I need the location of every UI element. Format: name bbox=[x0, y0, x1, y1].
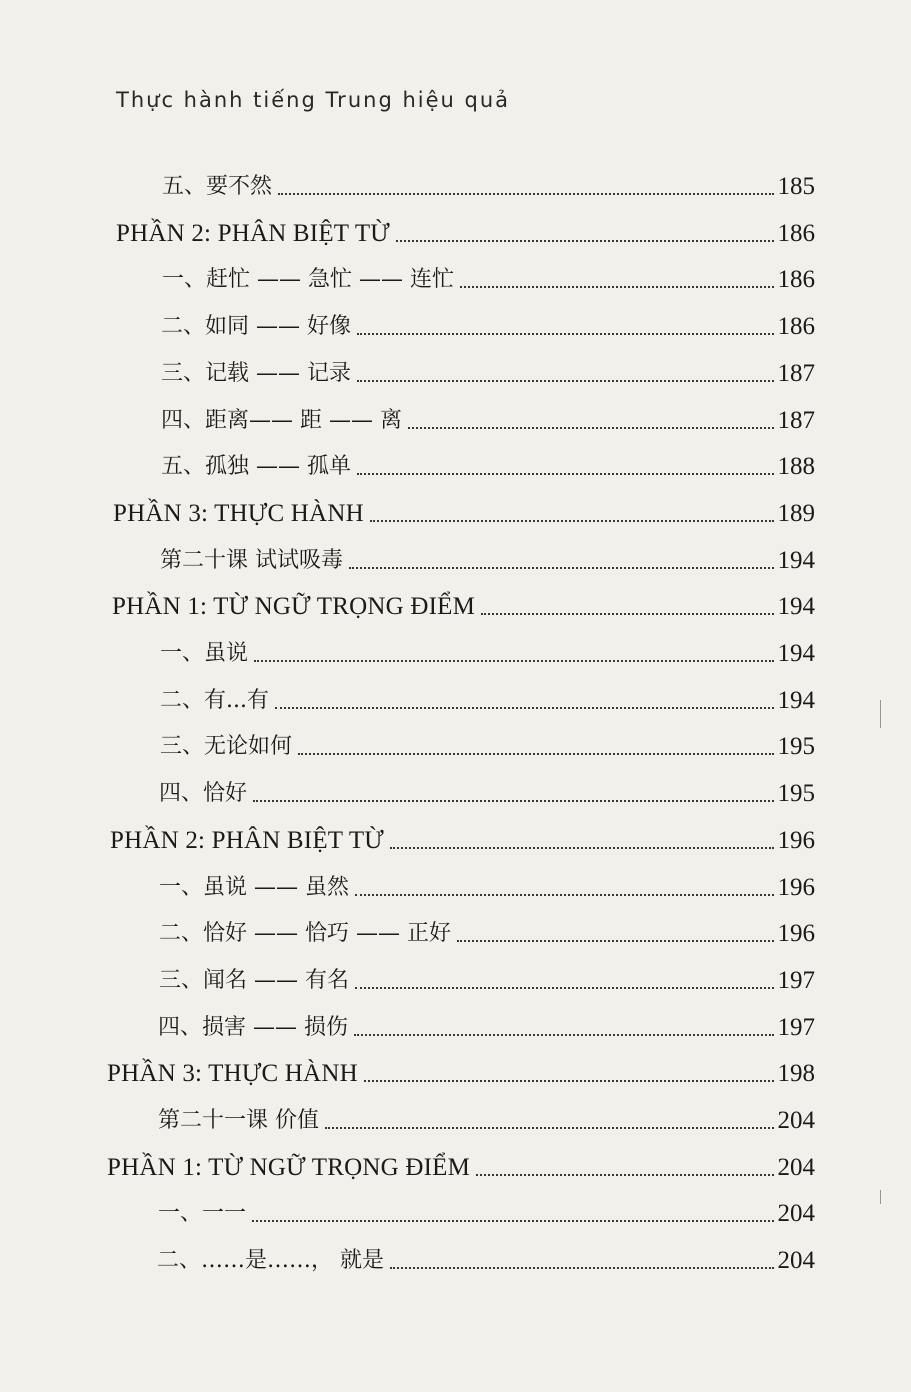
page-number: 189 bbox=[777, 500, 815, 527]
page-number: 195 bbox=[777, 733, 815, 760]
dot-leader bbox=[354, 1034, 774, 1036]
dot-leader bbox=[390, 1267, 774, 1269]
toc-label: 五、要不然 bbox=[162, 174, 273, 199]
page-number: 186 bbox=[777, 313, 815, 340]
toc-label: PHẦN 2: PHÂN BIỆT TỪ bbox=[110, 827, 384, 854]
dot-leader bbox=[476, 1174, 773, 1176]
toc-label: PHẦN 1: TỪ NGỮ TRỌNG ĐIỂM bbox=[112, 593, 476, 620]
page-number: 197 bbox=[777, 1014, 815, 1041]
margin-mark bbox=[880, 1190, 881, 1204]
toc-entry bbox=[159, 909, 815, 949]
toc-entry bbox=[159, 956, 815, 996]
dot-leader bbox=[275, 707, 774, 709]
dot-leader bbox=[325, 1127, 774, 1129]
margin-mark bbox=[880, 700, 881, 728]
page-number: 204 bbox=[777, 1107, 815, 1134]
toc-label: 二、……是……， 就是 bbox=[157, 1248, 384, 1273]
toc-entry bbox=[159, 863, 815, 903]
dot-leader bbox=[253, 800, 773, 802]
toc-label: 一、虽说 —— 虽然 bbox=[159, 875, 349, 900]
toc-label: 二、恰好 —— 恰巧 —— 正好 bbox=[159, 921, 451, 946]
page-number: 197 bbox=[777, 967, 815, 994]
dot-leader bbox=[457, 940, 774, 942]
page-number: 188 bbox=[777, 453, 815, 480]
dot-leader bbox=[364, 1080, 774, 1082]
toc-label: 四、损害 —— 损伤 bbox=[158, 1015, 348, 1040]
toc-entry bbox=[158, 1189, 815, 1229]
toc-label: PHẦN 2: PHÂN BIỆT TỪ bbox=[116, 220, 390, 247]
toc-part-heading bbox=[107, 1049, 815, 1089]
page-number: 194 bbox=[777, 687, 815, 714]
toc-entry bbox=[161, 396, 815, 436]
dot-leader bbox=[254, 660, 773, 662]
page-number: 195 bbox=[777, 780, 815, 807]
dot-leader bbox=[390, 847, 774, 849]
toc-part-heading bbox=[110, 816, 815, 856]
page-number: 198 bbox=[777, 1060, 815, 1087]
page-number: 185 bbox=[777, 173, 815, 200]
dot-leader bbox=[278, 193, 773, 195]
page-number: 196 bbox=[777, 920, 815, 947]
toc-label: PHẦN 3: THỰC HÀNH bbox=[107, 1060, 358, 1087]
toc-label: 二、如同 —— 好像 bbox=[161, 314, 351, 339]
toc-lesson-heading bbox=[158, 1096, 815, 1136]
page-number: 194 bbox=[777, 640, 815, 667]
dot-leader bbox=[298, 753, 773, 755]
toc-entry bbox=[161, 442, 815, 482]
dot-leader bbox=[408, 427, 774, 429]
toc-label: 第二十课 试试吸毒 bbox=[160, 548, 343, 573]
toc-part-heading bbox=[116, 209, 815, 249]
toc-entry bbox=[160, 722, 815, 762]
dot-leader bbox=[460, 286, 774, 288]
page-number: 194 bbox=[777, 547, 815, 574]
toc-label: 第二十一课 价值 bbox=[158, 1108, 319, 1133]
toc-label: PHẦN 3: THỰC HÀNH bbox=[113, 500, 364, 527]
dot-leader bbox=[370, 520, 774, 522]
page-number: 196 bbox=[777, 874, 815, 901]
running-header: Thực hành tiếng Trung hiệu quả bbox=[116, 88, 511, 112]
toc-lesson-heading bbox=[160, 536, 815, 576]
toc-part-heading bbox=[113, 489, 815, 529]
page-number: 186 bbox=[777, 266, 815, 293]
toc-entry bbox=[159, 769, 815, 809]
dot-leader bbox=[355, 894, 774, 896]
toc-label: 四、距离—— 距 —— 离 bbox=[161, 408, 402, 433]
toc-label: 五、孤独 —— 孤单 bbox=[161, 454, 351, 479]
page-number: 204 bbox=[777, 1247, 815, 1274]
toc-entry bbox=[162, 255, 815, 295]
toc-label: 四、恰好 bbox=[159, 781, 248, 806]
toc-label: 一、赶忙 —— 急忙 —— 连忙 bbox=[162, 267, 454, 292]
toc-label: 三、闻名 —— 有名 bbox=[159, 968, 349, 993]
toc-part-heading bbox=[107, 1143, 815, 1183]
toc-label: 三、记载 —— 记录 bbox=[161, 361, 351, 386]
dot-leader bbox=[252, 1220, 773, 1222]
page-number: 194 bbox=[777, 593, 815, 620]
dot-leader bbox=[481, 613, 773, 615]
dot-leader bbox=[357, 473, 774, 475]
toc-label: 一、一一 bbox=[158, 1201, 247, 1226]
page-number: 187 bbox=[777, 360, 815, 387]
toc-label: 二、有...有 bbox=[160, 688, 269, 713]
toc-entry bbox=[161, 349, 815, 389]
page-number: 196 bbox=[777, 827, 815, 854]
toc-label: PHẦN 1: TỪ NGỮ TRỌNG ĐIỂM bbox=[107, 1154, 471, 1181]
dot-leader bbox=[355, 987, 774, 989]
toc-label: 三、无论如何 bbox=[160, 734, 293, 759]
dot-leader bbox=[357, 380, 774, 382]
toc-entry bbox=[160, 629, 815, 669]
toc-part-heading bbox=[112, 582, 815, 622]
page-number: 187 bbox=[777, 407, 815, 434]
dot-leader bbox=[357, 333, 774, 335]
toc-entry bbox=[161, 302, 815, 342]
page-number: 204 bbox=[777, 1154, 815, 1181]
toc-entry bbox=[162, 162, 815, 202]
toc-label: 一、虽说 bbox=[160, 641, 249, 666]
page-number: 186 bbox=[777, 220, 815, 247]
toc-entry bbox=[158, 1003, 815, 1043]
toc-entry bbox=[160, 676, 815, 716]
dot-leader bbox=[396, 240, 774, 242]
dot-leader bbox=[349, 567, 774, 569]
page-number: 204 bbox=[777, 1200, 815, 1227]
toc-entry bbox=[157, 1236, 815, 1276]
